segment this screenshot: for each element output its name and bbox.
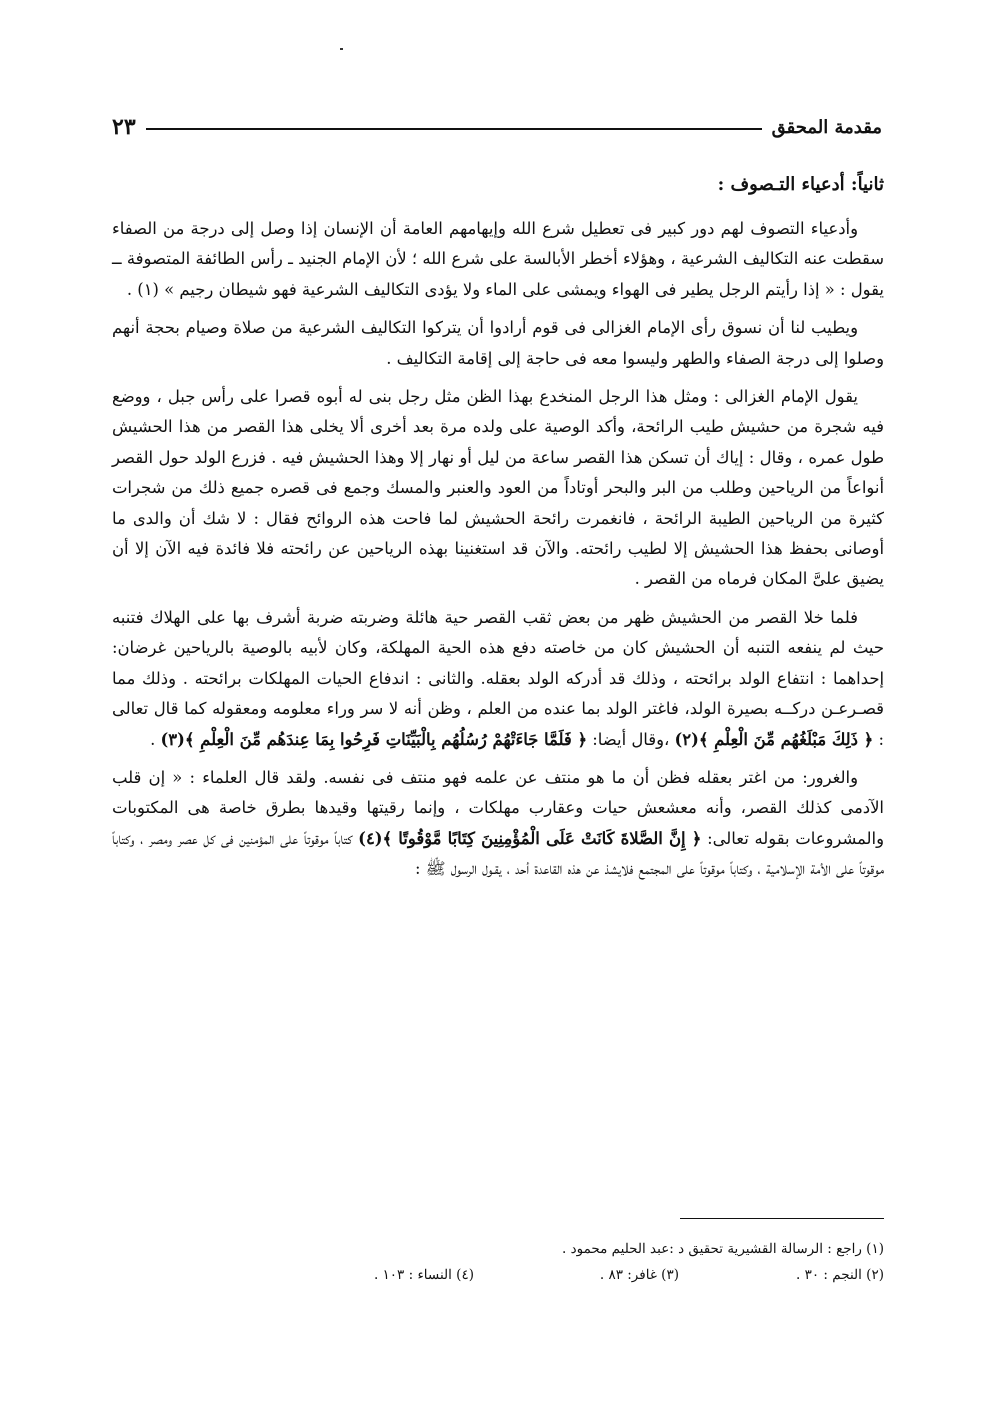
- footnote-separator: [680, 1218, 884, 1219]
- page-number: ٢٣: [112, 114, 136, 140]
- paragraph-2: ويطيب لنا أن نسوق رأى الإمام الغزالى فى قوم أرادوا أن يتركوا التكاليف الشرعية من صلاة وصيام بحجة أنهم وصلوا إلى درجة الصفاء والطهر وليسوا معه فى حاجة إلى إقامة التكاليف .: [112, 318, 884, 368]
- scan-speck: [340, 48, 343, 50]
- section-heading: ثانياً: أدعياء التـصوف :: [717, 174, 884, 195]
- quran-quote-ghafir: ﴿ فَلَمَّا جَاءَتْهُمْ رُسُلُهُم بِالْبَيِّنَاتِ فَرِحُوا بِمَا عِندَهُم مِّنَ الْعِلْمِ ﴾(٣): [160, 729, 588, 749]
- main-text: [112, 170, 884, 893]
- paragraph-4-end: .: [150, 729, 161, 749]
- footnote-row-1: [112, 1236, 884, 1262]
- footnote-2: (٢) النجم : ٣٠ .: [796, 1267, 884, 1283]
- footnote-4: (٤) النساء : ١٠٣ .: [373, 1267, 474, 1283]
- quran-quote-najm: ﴿ ذَلِكَ مَبْلَغُهُم مِّنَ الْعِلْمِ ﴾(٢): [674, 729, 874, 749]
- header-title: مقدمة المحقق: [771, 116, 882, 138]
- paragraph-4: [112, 603, 884, 755]
- paragraph-4-middle: ،وقال أيضا:: [587, 729, 675, 749]
- footnote-1: (١) راجع : الرسالة القشيرية تحقيق د :عبد الحليم محمود .: [562, 1241, 884, 1257]
- footnote-row-2: [112, 1262, 884, 1288]
- paragraph-3: يقول الإمام الغزالى : ومثل هذا الرجل المنخدع بهذا الظن مثل رجل بنى له أبوه قصرا على رأس جبل ، ووضع فيه شجرة من حشيش طيب الرائحة، وأكد الوصية على ولده مرة بعد أخرى ألا يخلى هذا القصر من هذا الحشيش طول عمره ، وقال : إياك أن تسكن هذا القصر ساعة من ليل أو نهار إلا وهذا الحشيش فيه . فزرع الولد حول القصر أنواعاً من الرياحين وطلب من البر والبحر أوتاداً من العود والعنبر والمسك وجمع فى قصره جميع ذلك من شجرات كثيرة من الرياحين الطيبة الرائحة ، فانغمرت رائحة الحشيش لما فاحت هذه الروائح فقال : لا شك أن والدى ما أوصانى بحفظ هذا الحشيش إلا لطيب رائحته. والآن قد استغنينا بهذه الرياحين عن رائحته فلا فائدة فيه الآن إلا أن يضيق علىَّ المكان فرماه من القصر .: [112, 387, 884, 589]
- paragraph-1: وأدعياء التصوف لهم دور كبير فى تعطيل شرع الله وإيهامهم العامة أن الإنسان إذا وصل إلى درجة من الصفاء سقطت عنه التكاليف الشرعية ، وهؤلاء أخطر الأبالسة على شرع الله ؛ لأن الإمام الجنيد ـ رأس الطائفة المتصوفة ــ يقول : « إذا رأيتم الرجل يطير فى الهواء ويمشى على الماء ولا يؤدى التكاليف الشرعية فهو شيطان رجيم » (١) .: [112, 219, 884, 299]
- quran-quote-nisa: ﴿ إِنَّ الصَّلاةَ كَانَتْ عَلَى الْمُؤْمِنِينَ كِتَابًا مَّوْقُوتًا ﴾(٤): [358, 828, 702, 848]
- paragraph-5-end: كتاباً موقوتاً على المؤمنين فى كل عصر ومصر ، وكتاباً موقوتاً على الأمة الإسلامية ، وكتاباً موقوتاً على المجتمع فلايشذ عن هذه القاعدة أحد ، يقـول الرسول ﷺ :: [112, 828, 884, 879]
- header-rule: [146, 128, 762, 130]
- paragraph-5: [112, 763, 884, 885]
- paragraph-4-text: فلما خلا القصر من الحشيش ظهر من بعض ثقب القصر حية هائلة وضربته ضربة أشرف بها على الهلاك فتنبه حيث لم ينفعه التنبه أن الحشيش كان من خاصته دفع هذه الحية المهلكة، وكان لأبيه بالوصية بالرياحين غرضان: إحداهما : انتفاع الولد برائحته ، وذلك قد أدركه الولد بعقله. والثانى : اندفاع الحيات المهلكات برائحته . وذلك مما قصـرعـن دركــه بصيرة الولد، فاغتر الولد بما عنده من العلم ، وظن أنه لا سر وراء معلومه ومعقوله كما قال تعالى :: [112, 607, 884, 749]
- running-header: [112, 112, 882, 142]
- footnotes: [112, 1236, 884, 1288]
- footnote-3: (٣) غافر: ٨٣ .: [599, 1267, 679, 1283]
- paragraph-5-text: والغرور: من اغتر بعقله فظن أن ما هو منتف عن علمه فهو منتف فى نفسه. ولقد قال العلماء : « إن قلب الآدمى كذلك القصر، وأنه معشعش حيات وعقارب مهلكات ، وإنما رقيتها وقيدها بطرق خاصة هى المكتوبات والمشروعات بقوله تعالى:: [112, 767, 885, 848]
